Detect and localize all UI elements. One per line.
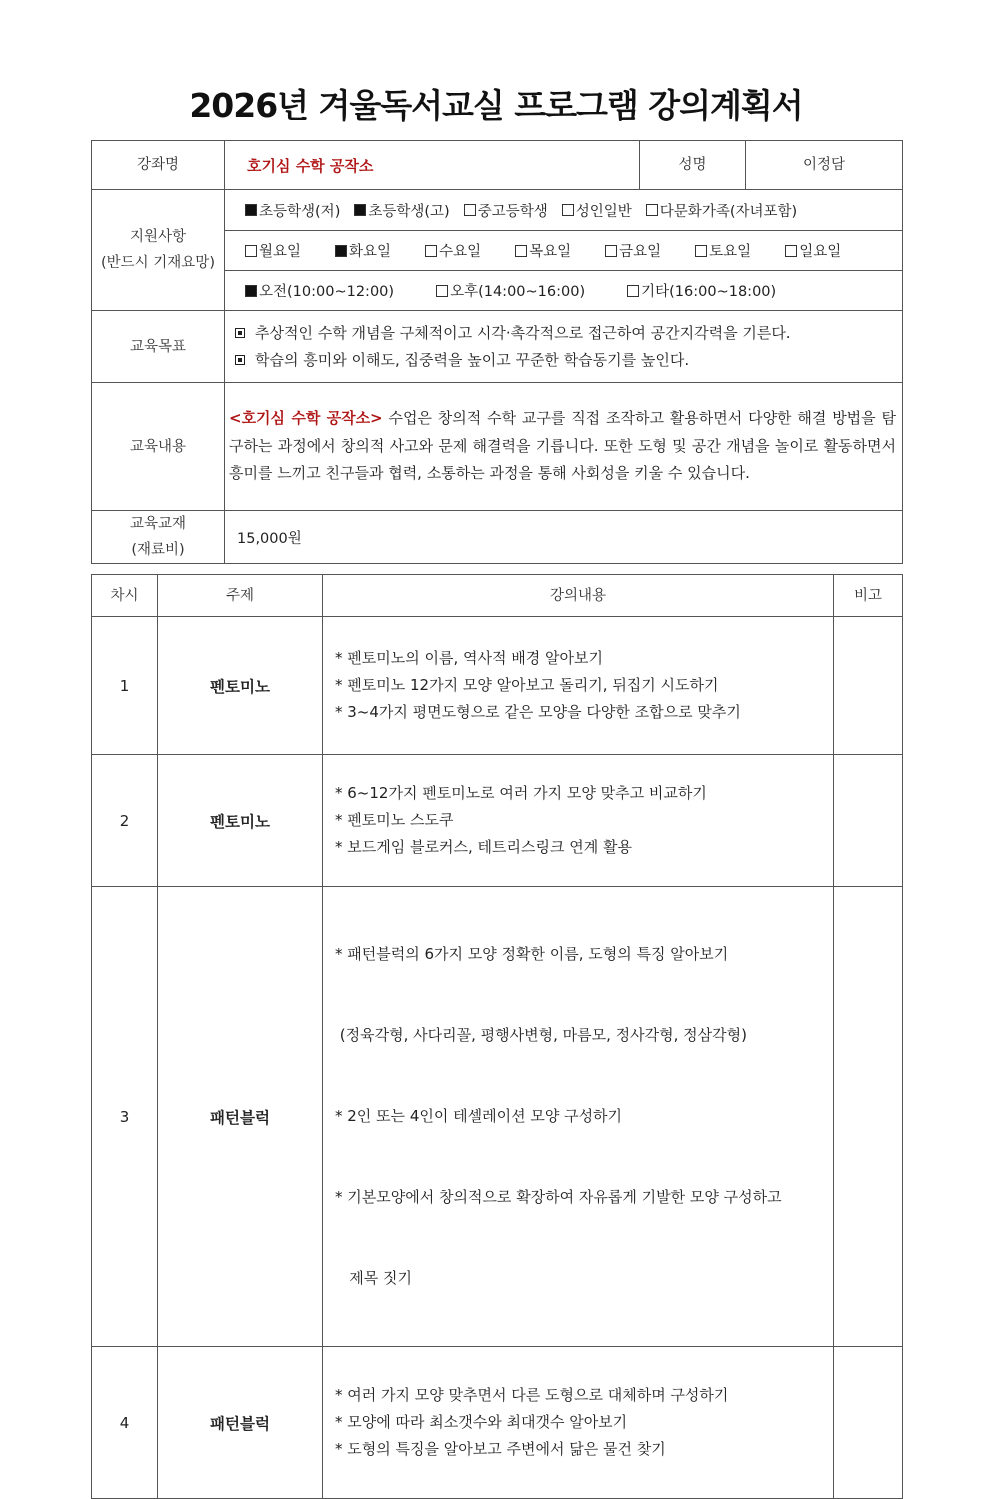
unchecked-box-icon[interactable] <box>605 245 617 257</box>
square-bullet-icon <box>235 355 245 365</box>
target-option-label: 초등학생(고) <box>368 203 450 220</box>
time-row <box>225 271 903 311</box>
day-option[interactable] <box>245 240 301 261</box>
day-option-label: 일요일 <box>799 244 842 260</box>
content-item: * 도형의 특징을 알아보고 주변에서 닮은 물건 찾기 <box>335 1440 666 1458</box>
session-content <box>323 617 834 755</box>
target-option-label: 초등학생(저) <box>259 203 341 220</box>
content-item: * 펜토미노 12가지 모양 알아보고 돌리기, 뒤집기 시도하기 <box>335 676 719 694</box>
time-option[interactable] <box>436 280 585 301</box>
session-content <box>323 887 834 1347</box>
day-option[interactable] <box>335 240 391 261</box>
time-option-label: 오전(10:00~12:00) <box>259 284 395 300</box>
target-option[interactable] <box>354 200 449 221</box>
content-item: * 패턴블럭의 6가지 모양 정확한 이름, 도형의 특징 알아보기 <box>335 945 729 963</box>
table-row <box>92 887 903 1347</box>
table-row <box>92 617 903 755</box>
content-item: * 여러 가지 모양 맞추면서 다른 도형으로 대체하며 구성하기 <box>335 1386 729 1404</box>
checked-box-icon[interactable] <box>245 285 257 297</box>
target-option[interactable] <box>562 200 632 221</box>
checked-box-icon[interactable] <box>335 245 347 257</box>
document-title: 2026년 겨울독서교실 프로그램 강의계획서 <box>189 86 803 125</box>
content-item: * 보드게임 블로커스, 테트리스링크 연계 활용 <box>335 838 632 856</box>
session-topic: 펜토미노 <box>158 617 323 755</box>
goal-item: 학습의 흥미와 이해도, 집중력을 높이고 꾸준한 학습동기를 높인다. <box>235 347 902 374</box>
material-label-cell <box>92 511 225 564</box>
checked-box-icon[interactable] <box>245 204 257 216</box>
table-row <box>92 755 903 887</box>
session-note <box>834 617 903 755</box>
header-topic: 주제 <box>158 575 323 617</box>
day-option-label: 토요일 <box>709 244 752 260</box>
target-option[interactable] <box>464 200 548 221</box>
material-sublabel: (재료비) <box>131 542 185 558</box>
unchecked-box-icon[interactable] <box>785 245 797 257</box>
header-note: 비고 <box>834 575 903 617</box>
day-option[interactable] <box>785 240 841 261</box>
content-label: 교육내용 <box>92 383 225 511</box>
time-option-label: 기타(16:00~18:00) <box>641 284 777 300</box>
session-topic: 패턴블럭 <box>158 887 323 1347</box>
session-number: 4 <box>92 1347 158 1499</box>
instructor-name: 이정담 <box>746 141 903 190</box>
day-option[interactable] <box>515 240 571 261</box>
course-info-table <box>91 140 903 564</box>
unchecked-box-icon[interactable] <box>695 245 707 257</box>
target-option-label: 성인일반 <box>575 203 632 220</box>
content-item: * 2인 또는 4인이 테셀레이션 모양 구성하기 <box>335 1107 623 1125</box>
day-option[interactable] <box>425 240 481 261</box>
day-row <box>225 231 903 271</box>
session-number: 1 <box>92 617 158 755</box>
support-label: 지원사항 <box>129 229 187 245</box>
session-note <box>834 755 903 887</box>
unchecked-box-icon[interactable] <box>627 285 639 297</box>
square-bullet-icon <box>235 328 245 338</box>
course-name-label: 강좌명 <box>92 141 225 190</box>
material-cost: 15,000원 <box>225 511 903 564</box>
target-row <box>225 190 903 231</box>
target-option[interactable] <box>646 200 797 221</box>
session-content <box>323 1347 834 1499</box>
day-option-label: 월요일 <box>259 244 302 260</box>
goal-item: 추상적인 수학 개념을 구체적이고 시각·촉각적으로 접근하여 공간지각력을 기른다. <box>235 320 902 347</box>
content-text <box>225 383 903 511</box>
content-item: * 기본모양에서 창의적으로 확장하여 자유롭게 기발한 모양 구성하고 <box>335 1188 782 1206</box>
time-option-label: 오후(14:00~16:00) <box>450 284 586 300</box>
unchecked-box-icon[interactable] <box>562 204 574 216</box>
session-note <box>834 887 903 1347</box>
content-item: * 펜토미노의 이름, 역사적 배경 알아보기 <box>335 649 603 667</box>
content-highlight: <호기심 수학 공작소> <box>229 409 383 428</box>
day-option-label: 화요일 <box>349 244 392 260</box>
unchecked-box-icon[interactable] <box>515 245 527 257</box>
content-item: * 6~12가지 펜토미노로 여러 가지 모양 맞추고 비교하기 <box>335 784 707 802</box>
unchecked-box-icon[interactable] <box>425 245 437 257</box>
support-note: (반드시 기재요망) <box>101 255 215 271</box>
target-option-label: 중고등학생 <box>477 203 548 220</box>
day-option[interactable] <box>605 240 661 261</box>
session-number: 3 <box>92 887 158 1347</box>
target-option[interactable] <box>245 200 340 221</box>
support-label-cell <box>92 190 225 311</box>
checked-box-icon[interactable] <box>354 204 366 216</box>
material-label: 교육교재 <box>129 516 187 532</box>
goal-label: 교육목표 <box>92 311 225 383</box>
session-topic: 펜토미노 <box>158 755 323 887</box>
time-option[interactable] <box>627 280 776 301</box>
content-item: 제목 짓기 <box>335 1269 413 1287</box>
instructor-label: 성명 <box>640 141 746 190</box>
day-option-label: 목요일 <box>529 244 572 260</box>
content-item: * 모양에 따라 최소갯수와 최대갯수 알아보기 <box>335 1413 628 1431</box>
schedule-table <box>91 574 903 1499</box>
session-number: 2 <box>92 755 158 887</box>
day-option-label: 수요일 <box>439 244 482 260</box>
session-topic: 패턴블럭 <box>158 1347 323 1499</box>
session-content <box>323 755 834 887</box>
target-option-label: 다문화가족(자녀포함) <box>659 203 798 220</box>
content-item: * 펜토미노 스도쿠 <box>335 811 454 829</box>
unchecked-box-icon[interactable] <box>464 204 476 216</box>
unchecked-box-icon[interactable] <box>436 285 448 297</box>
content-body: 수업은 창의적 수학 교구를 직접 조작하고 활용하면서 다양한 해결 방법을 탐구하는 과정에서 창의적 사고와 문제 해결력을 기릅니다. 또한 도형 및 공간 개념을 놀이로 활동하면서 흥미를 느끼고 친구들과 협력, 소통하는 과정을 통해 사회성을 키울 수 있습니다. <box>229 409 896 483</box>
day-option[interactable] <box>695 240 751 261</box>
table-row <box>92 1347 903 1499</box>
unchecked-box-icon[interactable] <box>245 245 257 257</box>
session-note <box>834 1347 903 1499</box>
content-item: * 3~4가지 평면도형으로 같은 모양을 다양한 조합으로 맞추기 <box>335 703 741 721</box>
goals-cell <box>225 311 903 383</box>
unchecked-box-icon[interactable] <box>646 204 658 216</box>
content-item: (정육각형, 사다리꼴, 평행사변형, 마름모, 정사각형, 정삼각형) <box>335 1026 747 1044</box>
header-session: 차시 <box>92 575 158 617</box>
time-option[interactable] <box>245 280 394 301</box>
course-name: 호기심 수학 공작소 <box>247 156 374 175</box>
header-content: 강의내용 <box>323 575 834 617</box>
day-option-label: 금요일 <box>619 244 662 260</box>
